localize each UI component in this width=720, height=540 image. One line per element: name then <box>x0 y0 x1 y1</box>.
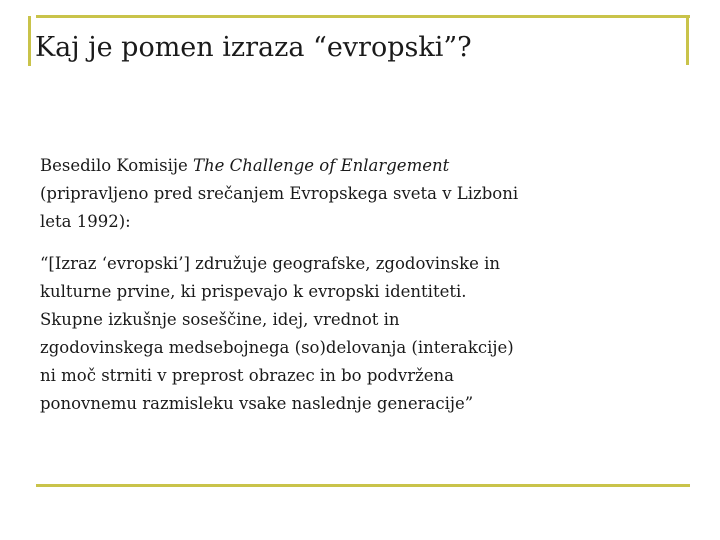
source-line-2: (pripravljeno pred srečanjem Evropskega sveta v Lizboni <box>40 184 519 203</box>
document-title-italic: The Challenge of Enlargement <box>193 156 450 175</box>
slide-title: Kaj je pomen izraza “evropski”? <box>35 32 472 63</box>
left-accent-rule <box>28 16 31 66</box>
quote-line-3: Skupne izkušnje soseščine, idej, vrednot in <box>40 310 400 329</box>
source-line-1 <box>40 152 680 180</box>
source-paragraph <box>40 152 680 236</box>
source-line-3: leta 1992): <box>40 212 131 231</box>
slide-body <box>40 152 680 418</box>
top-accent-rule <box>36 15 690 18</box>
bottom-accent-rule <box>36 484 690 487</box>
right-accent-rule <box>686 15 689 65</box>
quote-line-5: ni moč strniti v preprost obrazec in bo podvržena <box>40 366 455 385</box>
quote-line-4: zgodovinskega medsebojnega (so)delovanja (interakcije) <box>40 338 514 357</box>
quote-line-6: ponovnemu razmisleku vsake naslednje generacije” <box>40 394 474 413</box>
source-lead-text: Besedilo Komisije <box>40 156 194 175</box>
quote-line-1: “[Izraz ‘evropski’] združuje geografske, zgodovinske in <box>40 254 501 273</box>
quote-line-2: kulturne prvine, ki prispevajo k evropski identiteti. <box>40 282 467 301</box>
quote-paragraph <box>40 250 680 418</box>
